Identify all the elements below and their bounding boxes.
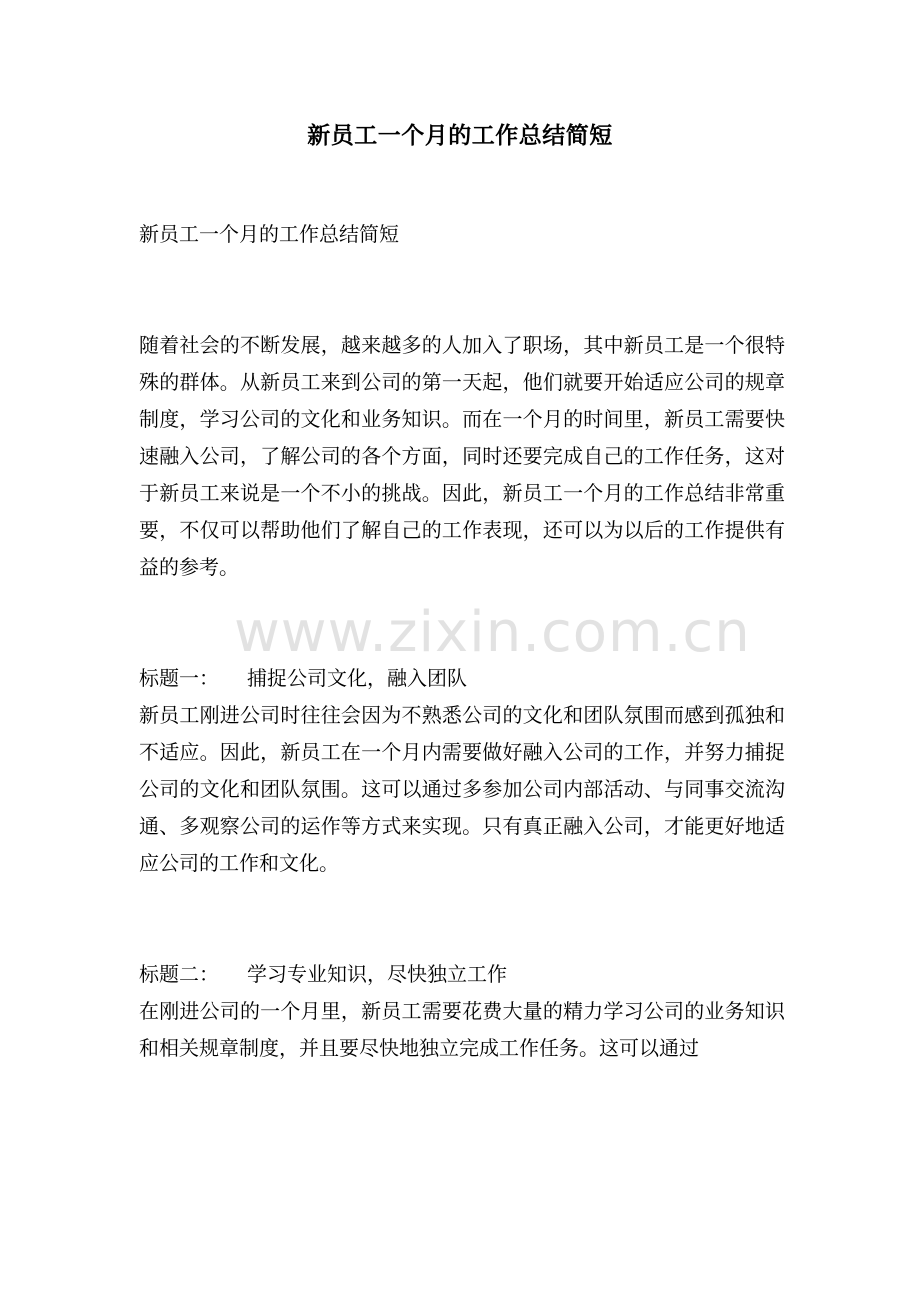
section-paragraph: 在刚进公司的一个月里，新员工需要花费大量的精力学习公司的业务知识和相关规章制度，并且要尽快地独立完成工作任务。这可以通过: [139, 999, 785, 1060]
document-title: 新员工一个月的工作总结简短: [307, 122, 613, 149]
section-heading: [139, 660, 785, 697]
intro-paragraph: 随着社会的不断发展，越来越多的人加入了职场，其中新员工是一个很特殊的群体。从新员工来到公司的第一天起，他们就要开始适应公司的规章制度，学习公司的文化和业务知识。而在一个月的时间里，新员工需要快速融入公司，了解公司的各个方面，同时还要完成自己的工作任务，这对于新员工来说是一个不小的挑战。因此，新员工一个月的工作总结非常重要，不仅可以帮助他们了解自己的工作表现，还可以为以后的工作提供有益的参考。: [139, 333, 785, 579]
section-heading-text: 学习专业知识，尽快独立工作: [247, 962, 507, 986]
section-label: 标题二：: [139, 962, 219, 986]
document-subtitle: 新员工一个月的工作总结简短: [139, 222, 399, 246]
section-heading-text: 捕捉公司文化，融入团队: [247, 666, 467, 690]
document-body: [139, 216, 785, 1067]
section-heading: [139, 956, 785, 993]
section-label: 标题一：: [139, 666, 219, 690]
watermark: www.zixin.com.cn: [234, 600, 751, 665]
section-paragraph: 新员工刚进公司时往往会因为不熟悉公司的文化和团队氛围而感到孤独和不适应。因此，新员工在一个月内需要做好融入公司的工作，并努力捕捉公司的文化和团队氛围。这可以通过多参加公司内部活动、与同事交流沟通、多观察公司的运作等方式来实现。只有真正融入公司，才能更好地适应公司的工作和文化。: [139, 703, 785, 875]
